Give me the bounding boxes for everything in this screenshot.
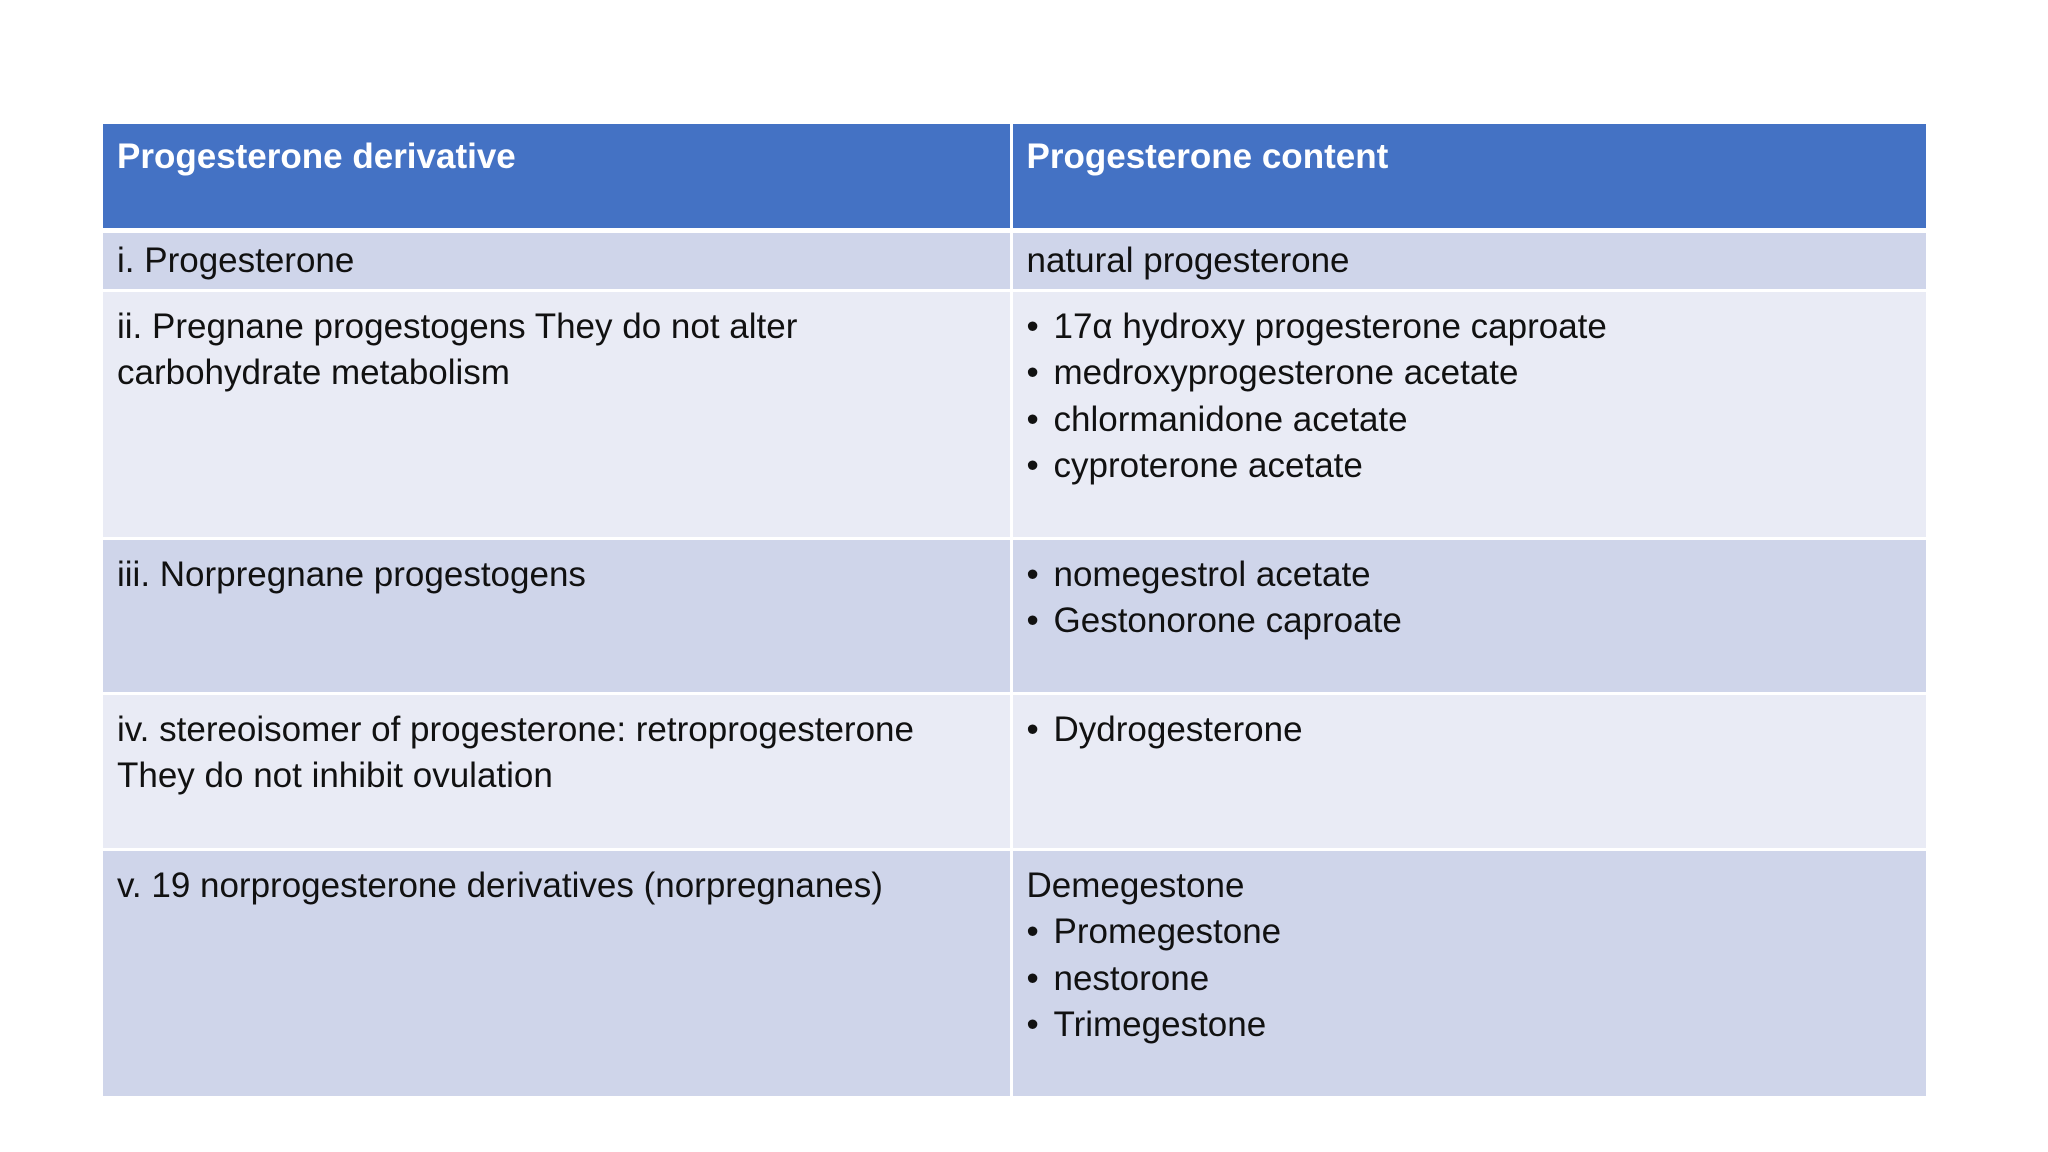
content-cell <box>1011 290 1926 538</box>
table-row <box>103 230 1926 290</box>
table-row <box>103 849 1926 1097</box>
derivative-cell: v. 19 norprogesterone derivatives (norpregnanes) <box>103 849 1011 1097</box>
bullet-icon: • <box>1026 446 1039 485</box>
content-item: • 17α hydroxy progesterone caproate <box>1027 304 1913 351</box>
bullet-icon: • <box>1026 601 1039 640</box>
derivative-cell: iv. stereoisomer of progesterone: retroprogesterone They do not inhibit ovulation <box>103 693 1011 849</box>
content-item: • Dydrogesterone <box>1027 707 1913 754</box>
derivative-cell: i. Progesterone <box>103 230 1011 290</box>
bullet-icon: • <box>1026 306 1039 346</box>
content-item: • nomegestrol acetate <box>1027 552 1913 599</box>
content-cell <box>1011 849 1926 1097</box>
derivative-cell: ii. Pregnane progestogens They do not alter carbohydrate metabolism <box>103 290 1011 538</box>
header-content: Progesterone content <box>1011 124 1926 230</box>
content-item: • cyproterone acetate <box>1027 443 1913 490</box>
bullet-icon: • <box>1026 353 1039 392</box>
bullet-icon: • <box>1026 958 1039 998</box>
content-item: • Trimegestone <box>1027 1002 1913 1049</box>
content-item: • Gestonorone caproate <box>1027 598 1913 645</box>
table-row <box>103 290 1926 538</box>
table-row <box>103 693 1926 849</box>
content-item: • medroxyprogesterone acetate <box>1027 350 1913 397</box>
progesterone-derivatives-table <box>103 124 1926 1099</box>
content-item: • nestorone <box>1027 956 1913 1003</box>
bullet-icon: • <box>1026 709 1039 749</box>
content-cell <box>1011 538 1926 693</box>
table-header-row <box>103 124 1926 230</box>
content-text: natural progesterone <box>1026 240 1350 280</box>
table-row <box>103 538 1926 693</box>
bullet-icon: • <box>1026 399 1039 439</box>
derivative-cell: iii. Norpregnane progestogens <box>103 538 1011 693</box>
bullet-icon: • <box>1026 912 1039 951</box>
content-cell <box>1011 693 1926 849</box>
content-cell <box>1011 230 1926 290</box>
content-item: • Promegestone <box>1027 909 1913 956</box>
content-item: • chlormanidone acetate <box>1027 397 1913 444</box>
header-derivative: Progesterone derivative <box>103 124 1011 230</box>
bullet-icon: • <box>1026 1005 1039 1044</box>
content-text: Demegestone <box>1026 865 1245 905</box>
bullet-icon: • <box>1026 554 1039 594</box>
